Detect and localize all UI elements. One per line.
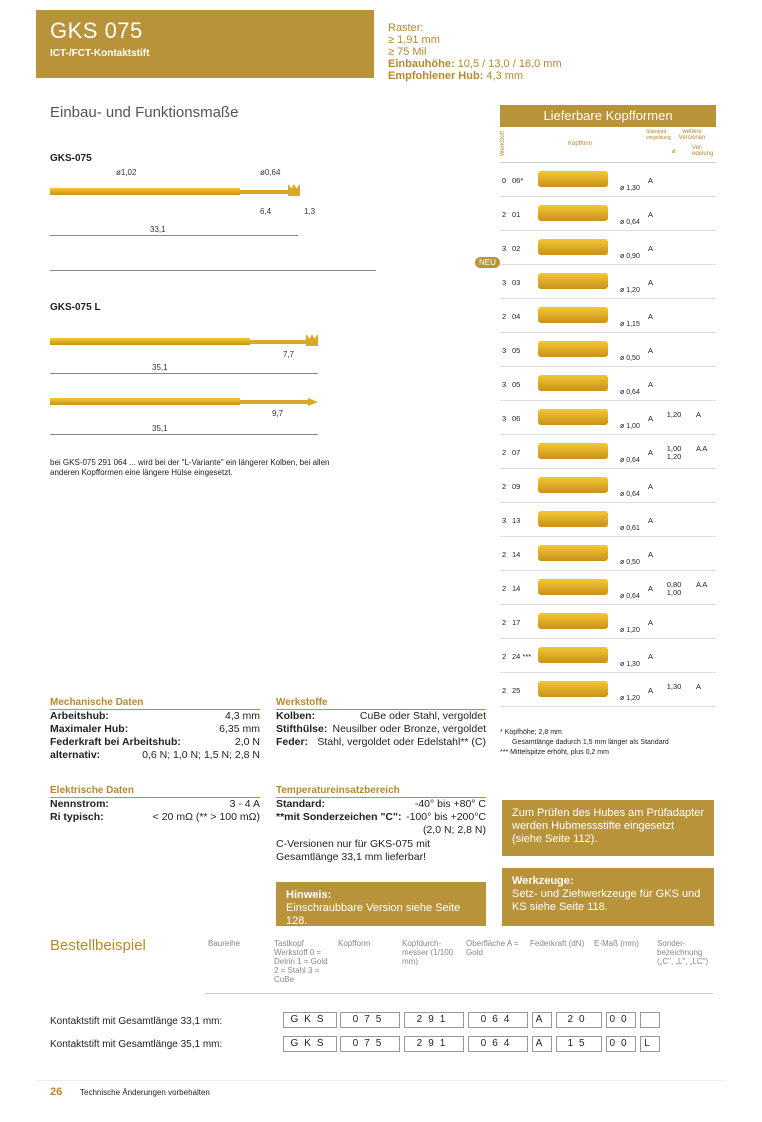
bestell-cell: 00 [606,1012,636,1028]
kopfform-code: 03 [512,278,521,287]
dim-len: 33,1 [150,225,166,234]
werkstoff: 3 [502,278,507,287]
kopf-row [500,333,716,367]
dim-line [50,235,298,236]
dim-d1: ø1,02 [116,168,137,177]
werkstoff: 2 [502,210,507,219]
weitere-ver: A [696,682,702,691]
dim-line [50,434,318,435]
standard: A [648,414,654,423]
diameter: ø 1,30 [620,185,640,192]
werk-row [276,736,486,749]
dim-l-len2: 35,1 [152,424,168,433]
kopfform-code: 17 [512,618,521,627]
hub-box: Zum Prüfen des Hubes am Prüfadapter werden Hubmessstifte eingesetzt (siehe Seite 112). [502,800,714,856]
mech-value: 0,6 N; 1,0 N; 1,5 N; 2,8 N [142,749,260,761]
diameter: ø 1,20 [620,695,640,702]
pin-head-icon [538,579,608,595]
werk-block [276,697,486,749]
diameter: ø 0,90 [620,253,640,260]
kopfform-code: 24 *** [512,652,532,661]
hinweis-text: Einschraubbare Version siehe Seite 128. [286,902,461,927]
kopf-row [500,537,716,571]
weitere-d: 1,30 [666,682,682,691]
kopfform-code: 13 [512,516,521,525]
mech-key: Arbeitshub: [50,710,109,722]
gks075-barrel [50,188,240,195]
kopf-row [500,299,716,333]
werk-value: Neusilber oder Bronze, vergoldet [332,723,486,735]
spike-icon [308,398,318,406]
hub-label: Empfohlener Hub: [388,70,484,82]
gks075-label: GKS-075 [50,153,92,164]
bestell-cell: GKS [283,1036,337,1052]
standard: A [648,380,654,389]
neu-badge: NEU [475,257,500,268]
kopf-row [500,367,716,401]
product-subtitle: ICT-/FCT-Kontaktstift [50,48,150,59]
col-werkstoff: Werkstoff [500,131,506,157]
pin-head-icon [538,205,608,221]
bestell-cell: 291 [404,1036,464,1052]
werk-title: Werkstoffe [276,697,486,710]
raster-1: ≥ 1,91 mm [388,34,440,46]
dim-m2: 1,3 [304,207,316,216]
bestell-cell: 075 [340,1012,400,1028]
mech-block [50,697,260,762]
bestell-caption: Sonder-bezeichnung („C", „L", „LC") [657,939,709,966]
standard: A [648,312,654,321]
werkstoff: 3 [502,414,507,423]
pin-head-icon [538,545,608,561]
werk-rows [276,710,486,749]
kopf-row [500,401,716,435]
pin-head-icon [538,273,608,289]
mech-row [50,736,260,749]
diameter: ø 1,00 [620,423,640,430]
pin-head-icon [538,171,608,187]
standard: A [648,618,654,627]
pin-head-icon [538,613,608,629]
diameter: ø 0,64 [620,219,640,226]
standard: A [648,652,654,661]
mech-row [50,723,260,736]
diameter: ø 0,64 [620,593,640,600]
mech-rows [50,710,260,762]
foot-1: * Kopfhöhe; 2,8 mm [500,729,562,736]
standard: A [648,210,654,219]
kopf-rows [500,163,716,709]
bestell-r1-label: Kontaktstift mit Gesamtlänge 33,1 mm: [50,1016,223,1027]
dim-l-m2: 9,7 [272,409,284,418]
weitere-d: 0,80 1,00 [666,580,682,597]
elek-row [50,811,260,824]
dim-l-m1: 7,7 [283,350,295,359]
bestell-caption: Kopfform [338,939,371,948]
kopfform-code: 05 [512,346,521,355]
elek-value: 3 - 4 A [229,798,260,810]
kopf-row [500,571,716,605]
kopfform-code: 04 [512,312,521,321]
bestell-cell: 064 [468,1036,528,1052]
pin-head-icon [538,239,608,255]
bestell-caption: E-Maß (mm) [594,939,639,948]
standard: A [648,176,654,185]
page-number: 26 [50,1086,63,1098]
diameter: ø 0,61 [620,525,640,532]
standard: A [648,550,654,559]
werkstoff: 3 [502,516,507,525]
hinweis-box [276,882,486,926]
kopfform-code: 01 [512,210,521,219]
kopfform-code: 25 [512,686,521,695]
kopfform-code: 14 [512,550,521,559]
product-title: GKS 075 [50,18,143,43]
kopf-row [500,197,716,231]
mech-row [50,749,260,762]
temp-c-label: **mit Sonderzeichen "C": [276,811,402,823]
mech-value: 6,35 mm [219,723,260,735]
kopfform-code: 06 [512,414,521,423]
bestell-cell: GKS [283,1012,337,1028]
dim-l-len1: 35,1 [152,363,168,372]
gks075l-label: GKS-075 L [50,302,101,313]
bestell-cell: 00 [606,1036,636,1052]
standard: A [648,482,654,491]
werkstoff: 2 [502,482,507,491]
diameter: ø 1,20 [620,627,640,634]
weitere-ver: A [696,410,702,419]
werkstoff: 2 [502,652,507,661]
kopfform-code: 02 [512,244,521,253]
col-veredelung: Ver-edelung [692,145,714,157]
elek-title: Elektrische Daten [50,785,260,798]
elek-rows [50,798,260,824]
bestell-cell: 291 [404,1012,464,1028]
temp-std-value: -40° bis +80° C [414,798,486,810]
werk-key: Kolben: [276,710,316,722]
col-standard: Standard-vergoldung [646,129,671,141]
bestell-cell: 064 [468,1012,528,1028]
bestell-cell: A [532,1012,552,1028]
diameter: ø 0,64 [620,389,640,396]
crown-icon [306,334,318,346]
kopf-row [500,163,716,197]
col-kopfform: Kopfform [568,141,593,147]
temp-note: C-Versionen nur für GKS-075 mit Gesamtlänge 33,1 mm lieferbar! [276,838,431,863]
bestell-cell: L [640,1036,660,1052]
werk-value: Stahl, vergoldet oder Edelstahl** (C) [317,736,486,748]
diameter: ø 0,50 [620,355,640,362]
bestell-cell [640,1012,660,1028]
diameter: ø 0,64 [620,491,640,498]
einbau-label: Einbauhöhe: [388,58,455,70]
pin-head-icon [538,409,608,425]
mech-key: alternativ: [50,749,101,761]
gks075l-plunger-2 [240,400,310,404]
bestell-cell: 20 [556,1012,602,1028]
mech-row [50,710,260,723]
werkzeuge-title: Werkzeuge: [512,875,574,887]
kopfform-code: 14 [512,584,521,593]
gks075l-barrel-1 [50,338,250,345]
bestell-title: Bestellbeispiel [50,937,146,954]
kopf-title: Lieferbare Kopfformen [500,105,716,127]
dim-d2: ø0,64 [260,168,281,177]
werkstoff: 2 [502,550,507,559]
mech-value: 4,3 mm [224,710,260,722]
section-dims: Einbau- und Funktionsmaße [50,104,239,121]
pin-head-icon [538,511,608,527]
werk-key: Stifthülse: [276,723,328,735]
diameter: ø 1,30 [620,661,640,668]
bestell-rule [205,993,713,994]
kopfform-code: 09 [512,482,521,491]
title-banner [36,10,374,78]
diameter: ø 1,15 [620,321,640,328]
bestell-caption: Federkraft (dN) [530,939,585,948]
standard: A [648,516,654,525]
diameter: ø 0,64 [620,457,640,464]
kopf-row [500,605,716,639]
werk-row [276,723,486,736]
diameter: ø 1,20 [620,287,640,294]
elek-block [50,785,260,824]
divider [50,270,376,271]
standard: A [648,686,654,695]
raster-label: Raster: [388,22,424,34]
elek-key: Ri typisch: [50,811,104,823]
l-variant-note: bei GKS-075 291 064 ... wird bei der "L-Variante" ein längerer Kolben, bei allen anderen Kopfformen eine längere Hülse eingesetzt. [50,458,330,477]
werkstoff: 2 [502,448,507,457]
footer-text: Technische Änderungen vorbehalten [80,1088,210,1097]
pin-head-icon [538,375,608,391]
kopf-footnotes [500,728,669,758]
standard: A [648,346,654,355]
werkzeuge-text: Setz- und Ziehwerkzeuge für GKS und KS siehe Seite 118. [512,888,701,913]
raster-2: ≥ 75 Mil [388,46,427,58]
mech-key: Maximaler Hub: [50,723,129,735]
kopf-row [500,231,716,265]
bestell-caption: Baureihe [208,939,241,948]
pin-head-icon [538,477,608,493]
weitere-d: 1,20 [666,410,682,419]
dim-m1: 6,4 [260,207,272,216]
dim-line [50,373,318,374]
werkstoff: 3 [502,244,507,253]
pin-head-icon [538,647,608,663]
standard: A [648,278,654,287]
werkzeuge-box [502,868,714,926]
weitere-d: 1,00 1,20 [666,444,682,461]
diameter: ø 0,50 [620,559,640,566]
einbau-value: 10,5 / 13,0 / 16,0 mm [457,58,562,70]
standard: A [648,448,654,457]
bestell-caption: Oberfläche A = Gold [466,939,519,957]
pin-head-icon [538,307,608,323]
kopfform-code: 07 [512,448,521,457]
mech-title: Mechanische Daten [50,697,260,710]
kopf-row [500,503,716,537]
kopfformen-table [500,105,716,709]
bestell-cell: 075 [340,1036,400,1052]
werkstoff: 2 [502,686,507,695]
kopfform-code: 05 [512,380,521,389]
standard: A [648,584,654,593]
werk-value: CuBe oder Stahl, vergoldet [359,710,486,722]
weitere-ver: A A [696,444,708,453]
mech-key: Federkraft bei Arbeitshub: [50,736,181,748]
hinweis-title: Hinweis: [286,889,332,901]
kopf-row [500,639,716,673]
foot-2: Gesamtlänge dadurch 1,5 mm länger als Standard [512,739,669,746]
standard: A [648,244,654,253]
bestell-cell: 15 [556,1036,602,1052]
temp-title: Temperatureinsatzbereich [276,785,486,798]
temp-block [276,785,486,864]
temp-c-force: (2,0 N; 2,8 N) [422,824,486,836]
kopf-row [500,469,716,503]
gks075l-barrel-2 [50,398,240,405]
col-o: ø [672,149,676,155]
werk-row [276,710,486,723]
footer-rule [36,1080,726,1081]
kopf-header-row [500,127,716,163]
werkstoff: 2 [502,584,507,593]
bestell-cell: A [532,1036,552,1052]
werkstoff: 0 [502,176,507,185]
temp-c-value: -100° bis +200°C [406,811,486,823]
col-weitere: weitere Versionen [678,129,706,141]
werkstoff: 2 [502,312,507,321]
mech-value: 2,0 N [234,736,260,748]
crown-icon [288,184,300,196]
specs-block [388,22,562,82]
foot-3: *** Mittelspitze erhöht, plus 0,2 mm [500,749,609,756]
weitere-ver: A A [696,580,708,589]
werkstoff: 3 [502,346,507,355]
gks075l-plunger-1 [250,340,308,344]
werkstoff: 2 [502,618,507,627]
elek-key: Nennstrom: [50,798,109,810]
temp-std-label: Standard: [276,798,326,810]
bestell-r2-label: Kontaktstift mit Gesamtlänge 35,1 mm: [50,1039,223,1050]
gks075-plunger [240,190,290,194]
bestell-caption: Kopfdurch-messer (1/100 mm) [402,939,454,966]
kopf-row [500,673,716,707]
pin-head-icon [538,443,608,459]
kopf-row [500,265,716,299]
kopf-row [500,435,716,469]
pin-head-icon [538,341,608,357]
elek-row [50,798,260,811]
bestell-caption: Tastkopf Werkstoff 0 = Delrin 1 = Gold 2 = Stahl 3 = CuBe [274,939,328,984]
pin-head-icon [538,681,608,697]
werk-key: Feder: [276,736,309,748]
werkstoff: 3 [502,380,507,389]
kopfform-code: 06* [512,176,524,185]
elek-value: < 20 mΩ (** > 100 mΩ) [152,811,260,823]
hub-value: 4,3 mm [486,70,524,82]
